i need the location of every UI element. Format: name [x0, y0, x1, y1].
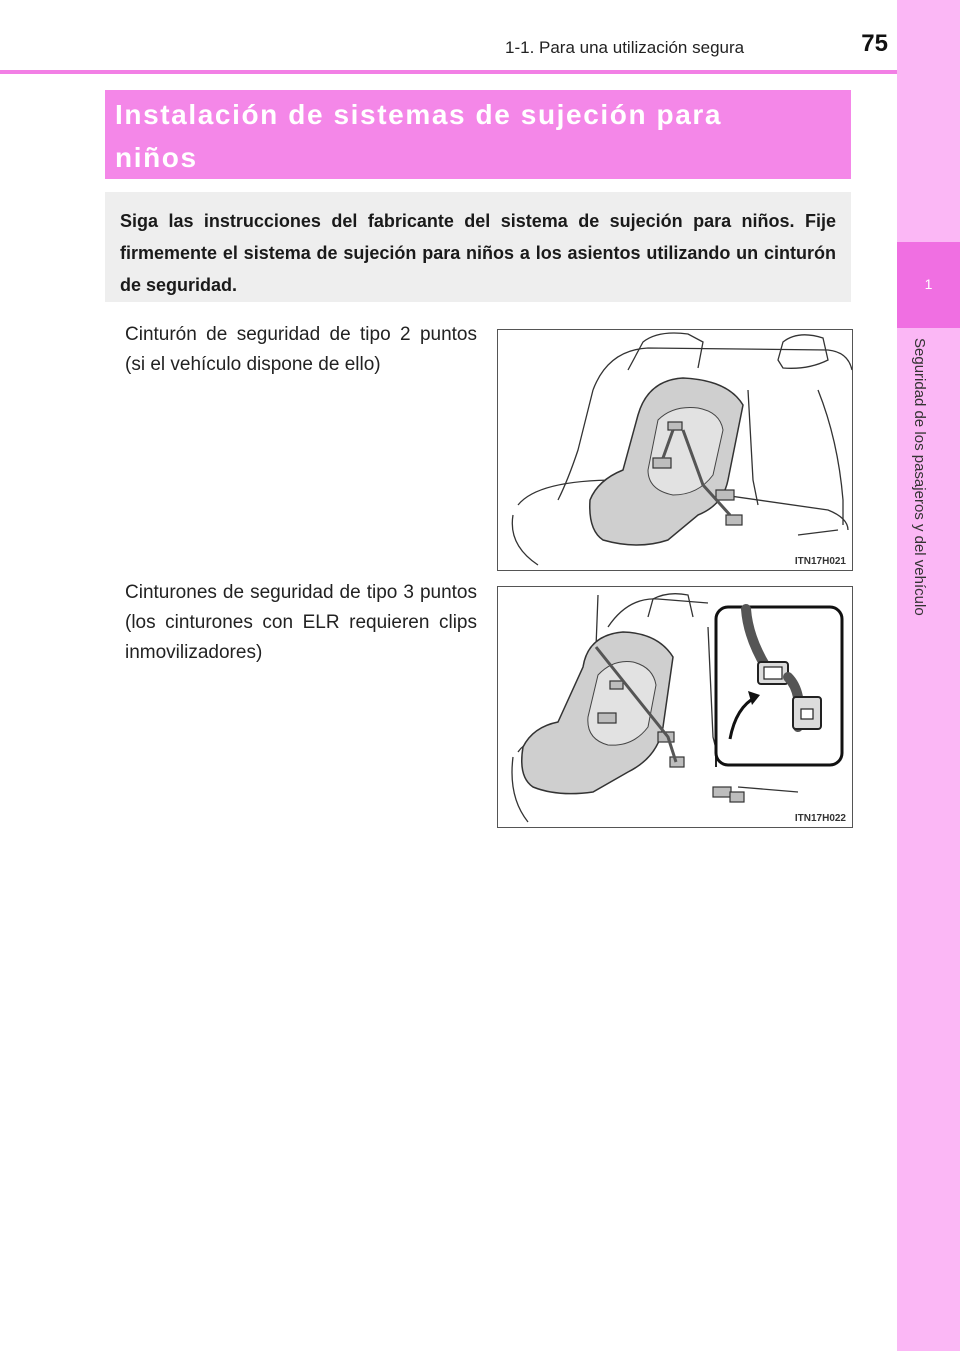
child-seat-2-point-belt-illustration [497, 329, 853, 571]
figure-code-2: ITN17H022 [794, 813, 846, 824]
item-text-3-point-belt: Cinturones de seguridad de tipo 3 puntos (los cinturones con ELR requieren clips inmovilizadores) [125, 582, 477, 663]
child-seat-3-point-belt-locking-clip-illustration [497, 586, 853, 828]
seat-drawing-1 [498, 330, 852, 570]
section-title [115, 93, 815, 179]
section-title-line-1: Instalación de sistemas de sujeción para [115, 99, 723, 130]
page-number: 75 [861, 30, 888, 57]
section-reference: 1-1. Para una utilización segura [505, 38, 745, 57]
figure-code-1: ITN17H021 [794, 556, 846, 567]
chapter-number: 1 [924, 276, 933, 292]
chapter-label: Seguridad de los pasajeros y del vehículo [911, 338, 928, 616]
item-text-2-point-belt: Cinturón de seguridad de tipo 2 puntos (si el vehículo dispone de ello) [125, 324, 477, 375]
chapter-side-tab [897, 0, 960, 1351]
section-title-line-2: niños [115, 142, 198, 173]
seat-drawing-2 [498, 587, 852, 827]
intro-text: Siga las instrucciones del fabricante del sistema de sujeción para niños. Fije firmemente el sistema de sujeción para niños a los asientos utilizando un cinturón de seguridad. [120, 211, 836, 295]
header-rule [0, 70, 897, 74]
